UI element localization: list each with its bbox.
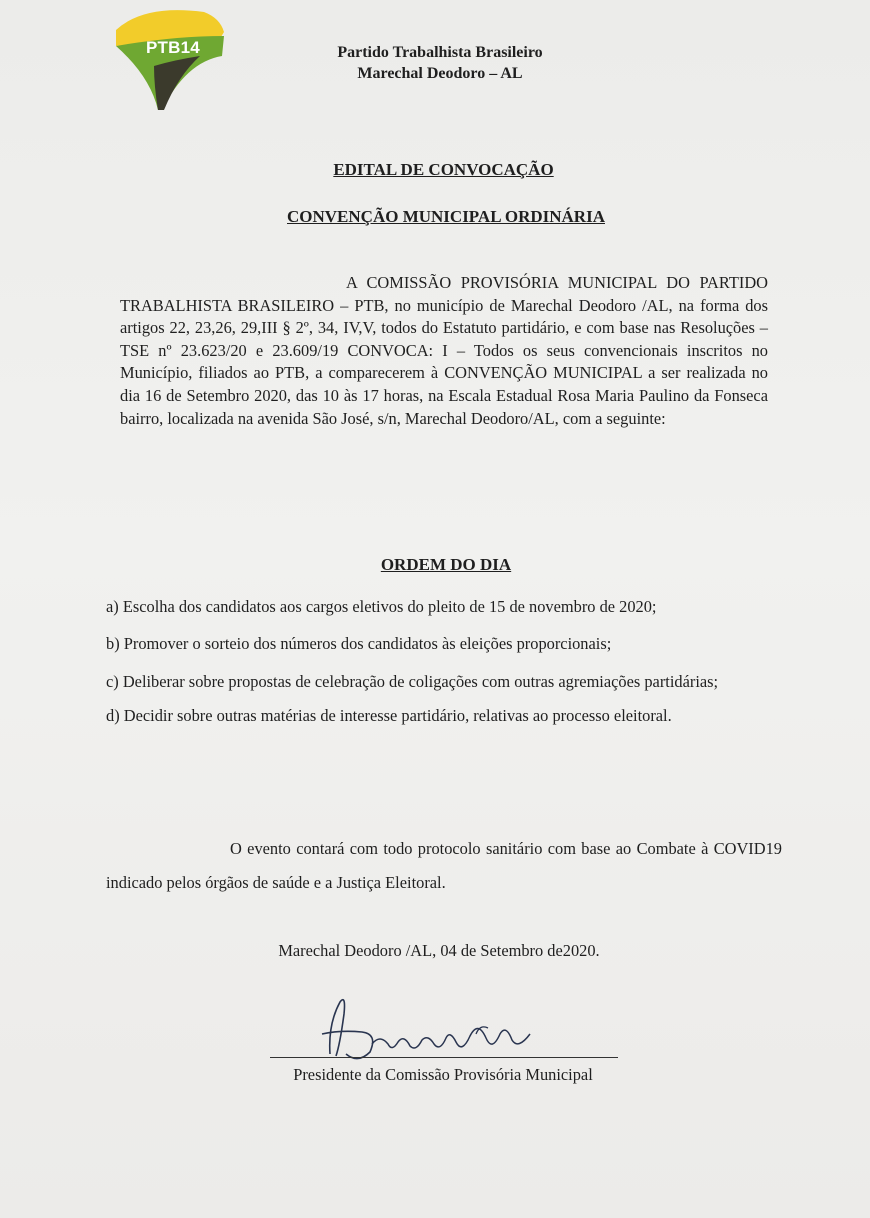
signature-line	[270, 1057, 618, 1058]
agenda-item: c) Deliberar sobre propostas de celebração de coligações com outras agremiações partidárias;	[106, 672, 719, 691]
date-line: Marechal Deodoro /AL, 04 de Setembro de2020.	[278, 941, 600, 960]
closing-paragraph	[106, 832, 782, 900]
ptb-logo-icon	[114, 6, 226, 110]
title-edital: EDITAL DE CONVOCAÇÃO	[333, 160, 554, 179]
org-header	[290, 42, 590, 84]
title-convencao: CONVENÇÃO MUNICIPAL ORDINÁRIA	[287, 207, 605, 226]
org-name: Partido Trabalhista Brasileiro	[337, 44, 543, 61]
convocation-paragraph	[120, 272, 768, 430]
agenda-item: a) Escolha dos candidatos aos cargos eletivos do pleito de 15 de novembro de 2020;	[106, 597, 657, 616]
signature-icon	[300, 994, 570, 1074]
convocation-text: A COMISSÃO PROVISÓRIA MUNICIPAL DO PARTIDO TRABALHISTA BRASILEIRO – PTB, no município de Marechal Deodoro /AL, na forma dos artigos 22, 23,26, 29,III § 2º, 34, IV,V, todos do Estatuto partidário, e com base nas Resoluções –TSE nº 23.623/20 e 23.609/19 CONVOCA: I – Todos os seus convencionais inscritos no Município, filiados ao PTB, a comparecerem à CONVENÇÃO MUNICIPAL a ser realizada no dia 16 de Setembro 2020, das 10 às 17 horas, na Escala Estadual Rosa Maria Paulino da Fonseca bairro, localizada na avenida São José, s/n, Marechal Deodoro/AL, com a seguinte:	[120, 273, 768, 428]
agenda-list	[106, 595, 778, 737]
handwritten-signature	[300, 994, 570, 1074]
agenda-item: d) Decidir sobre outras matérias de interesse partidário, relativas ao processo eleitoral.	[106, 706, 672, 725]
agenda-item: b) Promover o sorteio dos números dos candidatos às eleições proporcionais;	[106, 634, 612, 653]
title-ordem-do-dia: ORDEM DO DIA	[380, 555, 512, 574]
signature-title: Presidente da Comissão Provisória Municipal	[293, 1065, 593, 1084]
logo-text: PTB14	[146, 38, 200, 57]
closing-text: O evento contará com todo protocolo sanitário com base ao Combate à COVID19 indicado pelos órgãos de saúde e a Justiça Eleitoral.	[106, 839, 782, 892]
ptb-logo	[114, 6, 226, 110]
org-location: Marechal Deodoro – AL	[357, 65, 523, 82]
